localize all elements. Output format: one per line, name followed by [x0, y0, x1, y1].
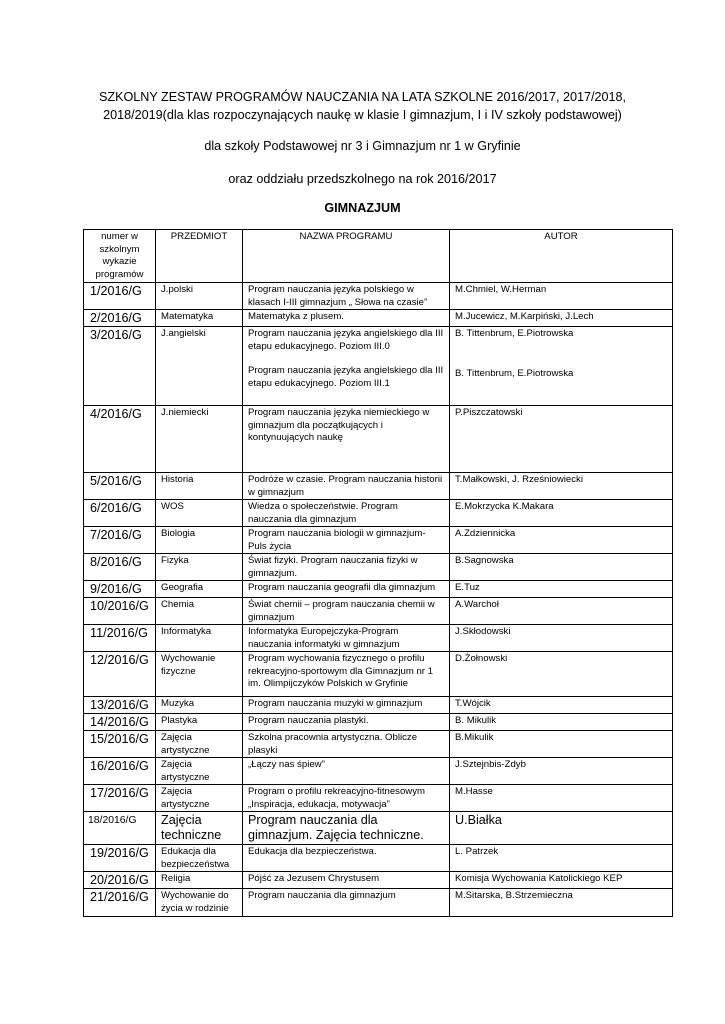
- row-author: D.Żołnowski: [450, 652, 673, 697]
- row-program: Świat fizyki. Program nauczania fizyki w gimnazjum.: [243, 554, 450, 581]
- table-row: [84, 500, 673, 527]
- row-number: 7/2016/G: [84, 527, 156, 554]
- row-subject: Chemia: [156, 598, 243, 625]
- row-author: T.Wójcik: [450, 697, 673, 714]
- row-program: Program nauczania geografii dla gimnazjum: [243, 581, 450, 598]
- row-program-level-0: Program nauczania języka angielskiego dla III etapu edukacyjnego. Poziom III.0: [248, 328, 444, 352]
- row-subject: Matematyka: [156, 310, 243, 327]
- row-author: [450, 327, 673, 406]
- row-program: Informatyka Europejczyka-Program nauczania informatyki w gimnazjum: [243, 625, 450, 652]
- document-subtitle-school: dla szkoły Podstawowej nr 3 i Gimnazjum nr 1 w Gryfinie: [204, 139, 521, 153]
- row-program: „Łączy nas śpiew”: [243, 758, 450, 785]
- row-author: A.Warchoł: [450, 598, 673, 625]
- row-program: Wiedza o społeczeństwie. Program nauczania dla gimnazjum: [243, 500, 450, 527]
- table-header-row: [84, 230, 673, 283]
- table-row: [84, 554, 673, 581]
- table-row: [84, 406, 673, 473]
- document-title-line-1: SZKOLNY ZESTAW PROGRAMÓW NAUCZANIA NA LATA SZKOLNE 2016/2017, 2017/2018,: [98, 90, 627, 104]
- row-number: 20/2016/G: [84, 872, 156, 889]
- row-subject: Informatyka: [156, 625, 243, 652]
- row-program: Szkolna pracownia artystyczna. Oblicze plasyki: [243, 731, 450, 758]
- table-row: [84, 598, 673, 625]
- row-subject: Zajęcia artystyczne: [156, 731, 243, 758]
- row-number: 4/2016/G: [84, 406, 156, 473]
- table-row: [84, 473, 673, 500]
- table-row: [84, 327, 673, 406]
- table-row: [84, 581, 673, 598]
- row-program: Program wychowania fizycznego o profilu rekreacyjno-sportowym dla Gimnazjum nr 1 im. Olimpijczyków Polskich w Gryfinie: [243, 652, 450, 697]
- row-number: 10/2016/G: [84, 598, 156, 625]
- row-author: P.Piszczatowski: [450, 406, 673, 473]
- row-program: Program nauczania dla gimnazjum. Zajęcia techniczne.: [243, 812, 450, 845]
- row-program: Program nauczania muzyki w gimnazjum: [243, 697, 450, 714]
- programs-table: [83, 229, 673, 917]
- row-author: M.Chmiel, W.Herman: [450, 283, 673, 310]
- row-subject: Zajęcia artystyczne: [156, 785, 243, 812]
- row-program: Świat chemii – program nauczania chemii w gimnazjum: [243, 598, 450, 625]
- row-program: Podróże w czasie. Program nauczania historii w gimnazjum: [243, 473, 450, 500]
- row-number: 3/2016/G: [84, 327, 156, 406]
- row-number: 15/2016/G: [84, 731, 156, 758]
- table-row: [84, 652, 673, 697]
- row-subject: Zajęcia techniczne: [156, 812, 243, 845]
- row-program: Edukacja dla bezpieczeństwa.: [243, 845, 450, 872]
- row-author: T.Małkowski, J. Rześniowiecki: [450, 473, 673, 500]
- row-program: Program nauczania plastyki.: [243, 714, 450, 731]
- row-program: Matematyka z plusem.: [243, 310, 450, 327]
- row-program-level-1: Program nauczania języka angielskiego dla III etapu edukacyjnego. Poziom III.1: [248, 365, 444, 389]
- row-number: 2/2016/G: [84, 310, 156, 327]
- row-author: L. Patrzek: [450, 845, 673, 872]
- row-subject: Wychowanie fizyczne: [156, 652, 243, 697]
- column-header-subject: PRZEDMIOT: [156, 230, 243, 283]
- row-author: E.Mokrzycka K.Makara: [450, 500, 673, 527]
- table-row: [84, 889, 673, 917]
- row-number: 9/2016/G: [84, 581, 156, 598]
- row-author: J.Sztejnbis-Zdyb: [450, 758, 673, 785]
- section-heading: GIMNAZJUM: [324, 201, 401, 215]
- table-row: [84, 731, 673, 758]
- table-row: [84, 697, 673, 714]
- row-subject: Fizyka: [156, 554, 243, 581]
- row-subject: Historia: [156, 473, 243, 500]
- row-author: B.Sagnowska: [450, 554, 673, 581]
- row-subject: Wychowanie do życia w rodzinie: [156, 889, 243, 917]
- row-subject: J.angielski: [156, 327, 243, 406]
- table-row: [84, 625, 673, 652]
- row-number: 13/2016/G: [84, 697, 156, 714]
- row-subject: Religia: [156, 872, 243, 889]
- column-header-number: numer w szkolnym wykazie programów: [84, 230, 156, 283]
- row-author: M.Hasse: [450, 785, 673, 812]
- row-author: U.Białka: [450, 812, 673, 845]
- column-header-program: NAZWA PROGRAMU: [243, 230, 450, 283]
- row-subject: J.polski: [156, 283, 243, 310]
- row-author: J.Skłodowski: [450, 625, 673, 652]
- row-program: Pójść za Jezusem Chrystusem: [243, 872, 450, 889]
- row-number: 21/2016/G: [84, 889, 156, 917]
- row-number: 19/2016/G: [84, 845, 156, 872]
- row-number: 12/2016/G: [84, 652, 156, 697]
- row-number: 18/2016/G: [84, 812, 156, 845]
- table-row: [84, 714, 673, 731]
- row-program: Program nauczania biologii w gimnazjum- Puls życia: [243, 527, 450, 554]
- row-program: Program o profilu rekreacyjno-fitnesowym „Inspiracja, edukacja, motywacja”: [243, 785, 450, 812]
- row-author-level-0: B. Tittenbrum, E.Piotrowska: [455, 328, 574, 339]
- row-subject: WOS: [156, 500, 243, 527]
- row-subject: Edukacja dla bezpieczeństwa: [156, 845, 243, 872]
- row-author: B. Mikulik: [450, 714, 673, 731]
- row-program: [243, 327, 450, 406]
- row-number: 14/2016/G: [84, 714, 156, 731]
- row-number: 11/2016/G: [84, 625, 156, 652]
- row-author: M.Jucewicz, M.Karpiński, J.Lech: [450, 310, 673, 327]
- row-subject: Zajęcia artystyczne: [156, 758, 243, 785]
- row-author: E.Tuz: [450, 581, 673, 598]
- row-author: B.Mikulik: [450, 731, 673, 758]
- row-subject: Plastyka: [156, 714, 243, 731]
- row-number: 5/2016/G: [84, 473, 156, 500]
- row-number: 6/2016/G: [84, 500, 156, 527]
- table-row: [84, 527, 673, 554]
- document-title-line-2: 2018/2019(dla klas rozpoczynających naukę w klasie I gimnazjum, I i IV szkoły podstawowej): [103, 108, 622, 122]
- row-author: M.Sitarska, B.Strzemieczna: [450, 889, 673, 917]
- document-subtitle-preschool: oraz oddziału przedszkolnego na rok 2016/2017: [228, 172, 497, 186]
- row-number: 16/2016/G: [84, 758, 156, 785]
- row-author: A.Zdziennicka: [450, 527, 673, 554]
- row-subject: Biologia: [156, 527, 243, 554]
- row-subject: Muzyka: [156, 697, 243, 714]
- row-number: 8/2016/G: [84, 554, 156, 581]
- row-number: 1/2016/G: [84, 283, 156, 310]
- row-program: Program nauczania dla gimnazjum: [243, 889, 450, 917]
- table-row: [84, 785, 673, 812]
- table-row: [84, 310, 673, 327]
- row-author: Komisja Wychowania Katolickiego KEP: [450, 872, 673, 889]
- row-author-level-1: B. Tittenbrum, E.Piotrowska: [455, 367, 574, 379]
- table-row: [84, 758, 673, 785]
- table-row: [84, 845, 673, 872]
- row-subject: J.niemiecki: [156, 406, 243, 473]
- row-subject: Geografia: [156, 581, 243, 598]
- table-row: [84, 812, 673, 845]
- table-row: [84, 283, 673, 310]
- table-row: [84, 872, 673, 889]
- row-program: Program nauczania języka niemieckiego w gimnazjum dla początkujących i kontynuujących naukę: [243, 406, 450, 473]
- row-number: 17/2016/G: [84, 785, 156, 812]
- row-program: Program nauczania języka polskiego w klasach I-III gimnazjum „ Słowa na czasie”: [243, 283, 450, 310]
- column-header-author: AUTOR: [450, 230, 673, 283]
